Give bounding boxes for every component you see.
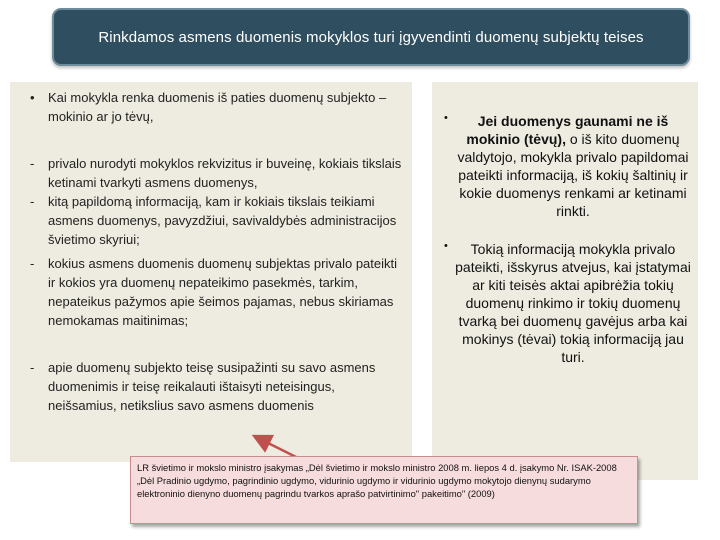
left-item-text: privalo nurodyti mokyklos rekvizitus ir buveinę, kokiais tikslais ketinami tvarkyti asmens duomenys, xyxy=(48,156,402,190)
source-note xyxy=(130,456,638,524)
dash-marker: - xyxy=(30,156,35,171)
left-item-text: kokius asmens duomenis duomenų subjektas privalo pateikti ir kokios yra duomenų nepateikimo pasekmės, tarkim, nepateikus pažymos apie šeimos pajamas, nebus skiriamas nemokamas maitinimas; xyxy=(48,256,398,328)
dash-marker: - xyxy=(30,256,35,271)
left-panel xyxy=(10,82,412,462)
page-title: Rinkdamos asmens duomenis mokyklos turi įgyvendinti duomenų subjektų teises xyxy=(98,28,644,46)
right-panel xyxy=(432,82,698,480)
dash-marker: - xyxy=(30,360,35,375)
right-item-text xyxy=(454,112,692,220)
right-item-rest: Tokią informaciją mokykla privalo pateikti, išskyrus atvejus, kai įstatymai ar kiti teisės aktai apibrėžia tokių duomenų rinkimo ir tokių duomenų tvarką bei duomenų gavėjus arba kai mokinys (tėvai) tokią informaciją jau turi. xyxy=(455,241,691,365)
left-item-text: apie duomenų subjekto teisę susipažinti su savo asmens duomenimis ir teisę reikalauti ištaisyti neteisingus, neišsamius, netikslius savo asmens duomenis xyxy=(48,360,376,413)
bullet-marker: • xyxy=(444,240,448,252)
title-banner xyxy=(52,8,690,66)
bullet-marker: • xyxy=(444,112,448,124)
left-item-text: kitą papildomą informaciją, kam ir kokiais tikslais teikiami asmens duomenys, pavyzdžiui, savivaldybės administracijos švietimo skyriui; xyxy=(48,194,397,247)
source-note-text: LR švietimo ir mokslo ministro įsakymas „Dėl švietimo ir mokslo ministro 2008 m. liepos 4 d. įsakymo Nr. ISAK-2008 „Dėl Pradinio ugdymo, pagrindinio ugdymo, vidurinio ugdymo ir vidurinio ugdymo mokytojo dienynų sudarymo elektroninio dienyno duomenų pagrindu tvarkos aprašo patvirtinimo" pakeitimo" (2009) xyxy=(137,462,617,499)
left-item-text: Kai mokykla renka duomenis iš paties duomenų subjekto – mokinio ar jo tėvų, xyxy=(48,90,387,124)
right-item-bold: Jei duomenys gaunami ne iš mokinio (tėvų), xyxy=(466,113,669,147)
bullet-marker: • xyxy=(30,90,35,105)
dash-marker: - xyxy=(30,194,35,209)
right-item-text xyxy=(454,240,692,366)
right-item-rest: o iš kito duomenų valdytojo, mokykla privalo papildomai pateikti informaciją, iš kokių šaltinių ir kokie duomenys renkami ar ketinami rinkti. xyxy=(457,131,689,219)
